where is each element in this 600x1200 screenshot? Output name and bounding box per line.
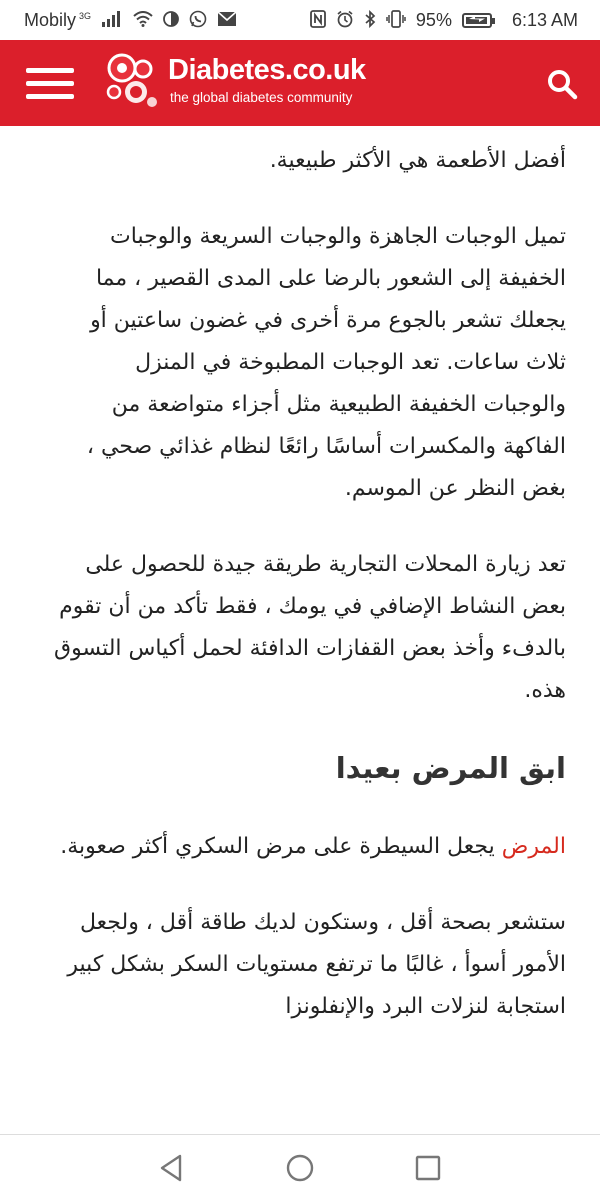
clock-time: 6:13 AM <box>511 9 578 30</box>
illness-link[interactable]: المرض <box>501 834 566 859</box>
article-body <box>30 126 566 1134</box>
do-not-disturb-icon <box>163 11 179 30</box>
alarm-icon <box>336 10 354 31</box>
search-icon[interactable] <box>544 66 580 102</box>
logo-title: Diabetes.co.uk <box>168 54 366 86</box>
wifi-icon <box>133 11 153 30</box>
bluetooth-icon <box>364 10 376 31</box>
network-type: 3G <box>79 10 92 21</box>
status-right <box>310 10 578 31</box>
paragraph-shopping: تعد زيارة المحلات التجارية طريقة جيدة للحصول على بعض النشاط الإضافي في يومك ، فقط تأكد من أن تقوم بالدفء وأخذ بعض القفازات الدافئة لحمل أكياس التسوق هذه. <box>54 552 566 703</box>
home-icon[interactable] <box>284 1152 316 1184</box>
nfc-icon <box>310 10 326 31</box>
signal-icon <box>101 11 123 30</box>
paragraph-natural-foods: أفضل الأطعمة هي الأكثر طبيعية. <box>269 148 566 173</box>
vibrate-icon <box>386 10 406 31</box>
status-left <box>24 10 237 31</box>
back-icon[interactable] <box>156 1152 188 1184</box>
battery-percent: 95% <box>415 9 452 30</box>
paragraph-feel-less-healthy: ستشعر بصحة أقل ، وستكون لديك طاقة أقل ، ولجعل الأمور أسوأ ، غالبًا ما ترتفع مستويات السكر بشكل كبير استجابة لنزلات البرد والإنفلونزا <box>67 910 566 1019</box>
navigation-bar <box>0 1134 600 1200</box>
paragraph-ready-meals: تميل الوجبات الجاهزة والوجبات السريعة والوجبات الخفيفة إلى الشعور بالرضا على المدى القصير ، مما يجعلك تشعر بالجوع مرة أخرى في غضون ساعتين أو ثلاث ساعات. تعد الوجبات المطبوخة في المنزل والوجبات الخفيفة الطبيعية مثل أجزاء متواضعة من الفاكهة والمكسرات أساسًا رائعًا لنظام غذائي صحي ، بغض النظر عن الموسم. <box>86 224 566 501</box>
charging-icon <box>466 12 488 28</box>
whatsapp-icon <box>189 10 207 31</box>
recent-apps-icon[interactable] <box>412 1152 444 1184</box>
site-header <box>0 40 600 126</box>
status-bar <box>0 0 600 40</box>
menu-icon[interactable] <box>26 64 74 102</box>
paragraph-illness <box>46 826 566 868</box>
logo-tagline: the global diabetes community <box>170 90 353 105</box>
site-logo[interactable] <box>102 50 402 116</box>
logo-circles-icon <box>102 50 160 112</box>
section-heading: ابق المرض بعيدا <box>335 751 566 785</box>
paragraph-illness-text: يجعل السيطرة على مرض السكري أكثر صعوبة. <box>60 834 502 859</box>
mail-icon <box>217 11 237 30</box>
carrier-name: Mobily $^{3G}$ <box>24 9 92 30</box>
